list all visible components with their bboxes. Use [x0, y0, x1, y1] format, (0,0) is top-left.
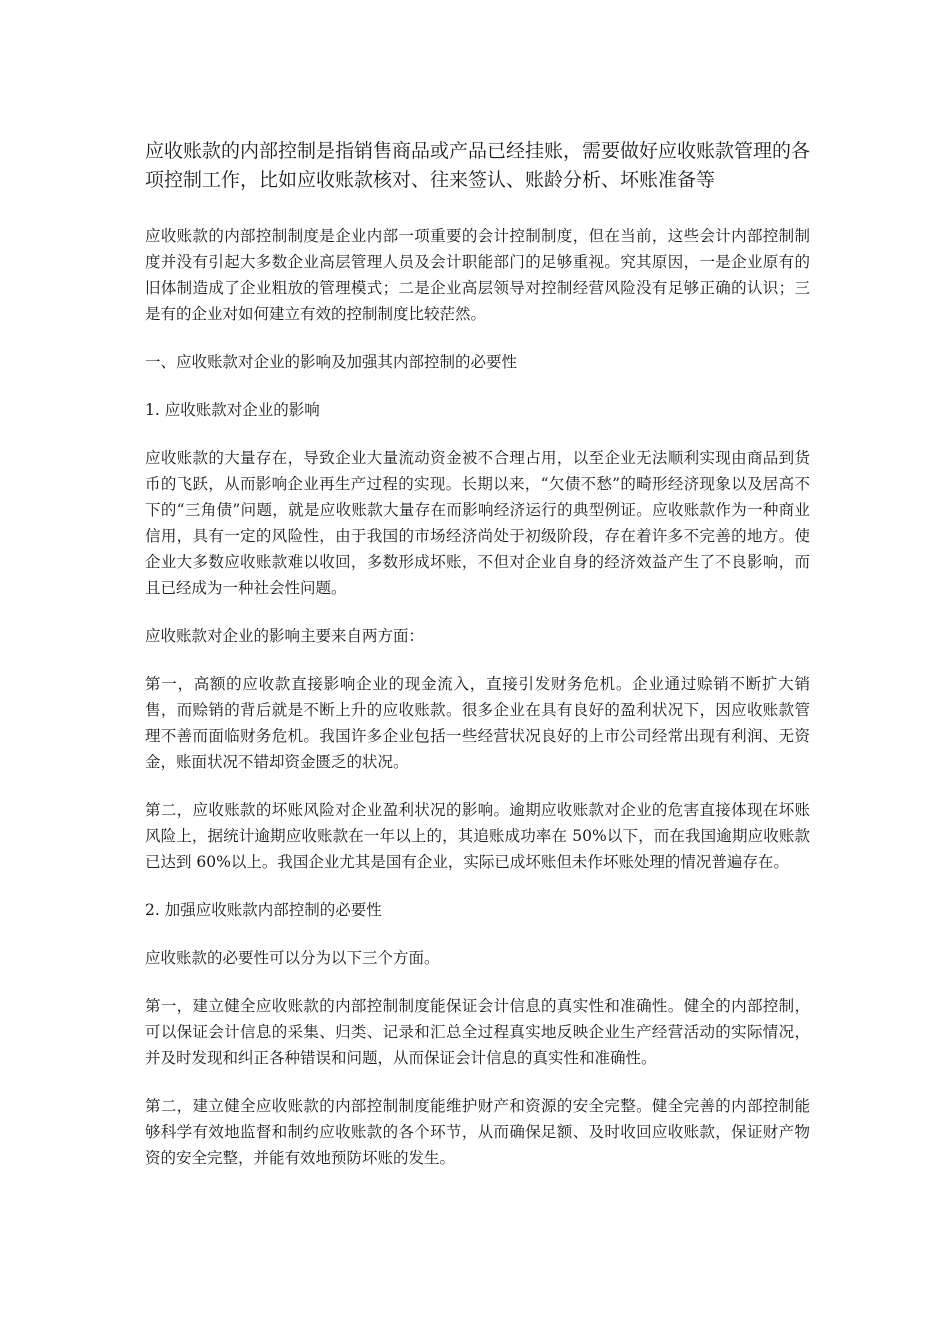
- document-page: [145, 137, 810, 1193]
- paragraph: 第二，应收账款的坏账风险对企业盈利状况的影响。逾期应收账款对企业的危害直接体现在坏账风险上，据统计逾期应收账款在一年以上的，其追账成功率在 50%以下，而在我国逾期应收账款已达到 60%以上。我国企业尤其是国有企业，实际已成坏账但未作坏账处理的情况普遍存在。: [145, 801, 810, 871]
- subsection-heading-2: 2. 加强应收账款内部控制的必要性: [145, 901, 382, 919]
- paragraph: 第一，高额的应收款直接影响企业的现金流入，直接引发财务危机。企业通过赊销不断扩大销售，而赊销的背后就是不断上升的应收账款。很多企业在具有良好的盈利状况下，因应收账款管理不善而面临财务危机。我国许多企业包括一些经营状况良好的上市公司经常出现有利润、无资金，账面状况不错却资金匮乏的状况。: [145, 675, 810, 771]
- section-heading: 一、应收账款对企业的影响及加强其内部控制的必要性: [145, 353, 518, 371]
- document-title: 应收账款的内部控制是指销售商品或产品已经挂账，需要做好应收账款管理的各项控制工作，比如应收账款核对、往来签认、账龄分析、坏账准备等: [145, 140, 811, 191]
- paragraph: 应收账款对企业的影响主要来自两方面：: [145, 627, 425, 645]
- paragraph: 第二，建立健全应收账款的内部控制制度能维护财产和资源的安全完整。健全完善的内部控制能够科学有效地监督和制约应收账款的各个环节，从而确保足额、及时收回应收账款，保证财产物资的安全完整，并能有效地预防坏账的发生。: [145, 1097, 810, 1167]
- paragraph: 应收账款的必要性可以分为以下三个方面。: [145, 949, 440, 967]
- paragraph: 应收账款的大量存在，导致企业大量流动资金被不合理占用，以至企业无法顺利实现由商品到货币的飞跃，从而影响企业再生产过程的实现。长期以来，“欠债不愁”的畸形经济现象以及居高不下的“三角债”问题，就是应收账款大量存在而影响经济运行的典型例证。应收账款作为一种商业信用，具有一定的风险性，由于我国的市场经济尚处于初级阶段，存在着许多不完善的地方。使企业大多数应收账款难以收回，多数形成坏账，不但对企业自身的经济效益产生了不良影响，而且已经成为一种社会性问题。: [145, 449, 810, 597]
- paragraph: 第一，建立健全应收账款的内部控制制度能保证会计信息的真实性和准确性。健全的内部控制，可以保证会计信息的采集、归类、记录和汇总全过程真实地反映企业生产经营活动的实际情况，并及时发现和纠正各种错误和问题，从而保证会计信息的真实性和准确性。: [145, 997, 810, 1067]
- intro-paragraph: 应收账款的内部控制制度是企业内部一项重要的会计控制制度，但在当前，这些会计内部控制制度并没有引起大多数企业高层管理人员及会计职能部门的足够重视。究其原因，一是企业原有的旧体制造成了企业粗放的管理模式；二是企业高层领导对控制经营风险没有足够正确的认识；三是有的企业对如何建立有效的控制制度比较茫然。: [145, 227, 810, 323]
- subsection-heading-1: 1. 应收账款对企业的影响: [145, 401, 320, 419]
